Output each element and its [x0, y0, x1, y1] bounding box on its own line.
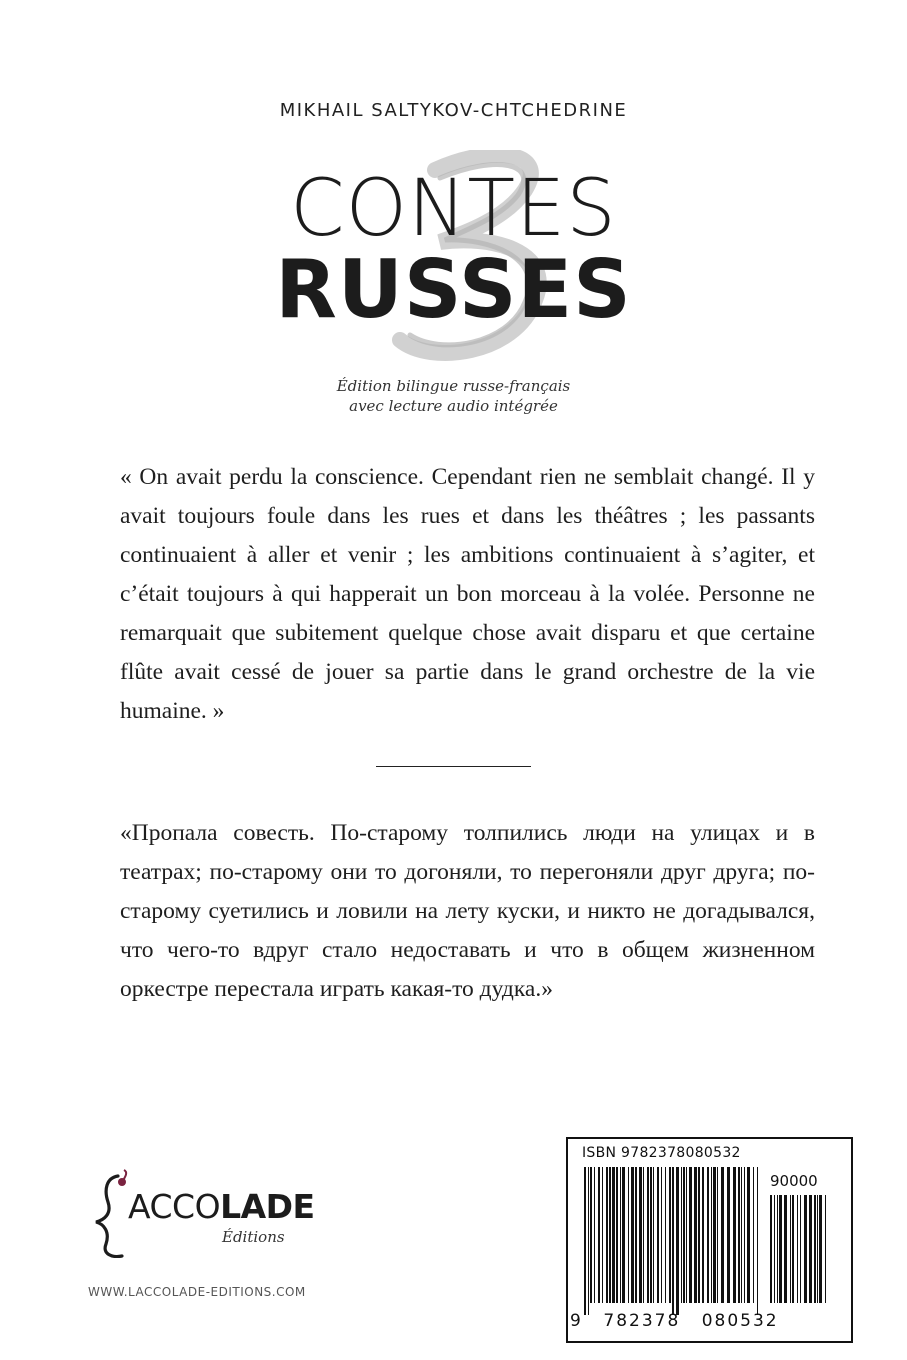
barcode-bar	[590, 1167, 592, 1303]
publisher-name-bold: LADE	[220, 1187, 315, 1226]
barcode-bar	[777, 1195, 778, 1303]
publisher-subtitle: Éditions	[222, 1228, 285, 1246]
barcode-bar	[698, 1167, 700, 1303]
barcode-bar	[669, 1167, 671, 1303]
publisher-logo	[88, 1168, 348, 1268]
barcode-bar	[817, 1195, 818, 1303]
barcode-bar	[647, 1167, 649, 1303]
barcode-bar	[711, 1167, 712, 1303]
barcode-bar	[686, 1167, 687, 1303]
barcode-bar	[681, 1167, 682, 1303]
barcode-bar	[672, 1167, 674, 1315]
barcode-bar	[770, 1195, 772, 1303]
title-line-2: RUSSES	[275, 243, 632, 336]
barcode-bar	[643, 1167, 644, 1303]
barcode-bar	[653, 1167, 654, 1303]
barcode-bar	[689, 1167, 692, 1303]
barcode-bar	[631, 1167, 634, 1303]
barcode-bar	[733, 1167, 736, 1303]
subtitle-line-1: Édition bilingue russe-français	[336, 377, 571, 395]
barcode-bar	[628, 1167, 629, 1303]
barcode-bar	[602, 1167, 603, 1303]
barcode-digit-group-2: 080532	[701, 1311, 779, 1331]
barcode-addon-number: 90000	[770, 1172, 818, 1190]
barcode-bar	[717, 1167, 718, 1303]
barcode-bar	[606, 1167, 608, 1303]
barcode-bar	[713, 1167, 716, 1303]
barcode-bar	[707, 1167, 709, 1303]
barcode-bar	[612, 1167, 615, 1303]
barcode-bar	[584, 1167, 586, 1315]
author-name: MIKHAIL SALTYKOV-CHTCHEDRINE	[279, 100, 628, 121]
barcode-bar	[741, 1167, 742, 1303]
barcode-bars	[584, 1167, 764, 1315]
barcode-bar	[702, 1167, 704, 1303]
barcode-bar	[616, 1167, 618, 1303]
barcode-bar	[609, 1167, 611, 1303]
barcode-bar	[639, 1167, 642, 1303]
barcode-bar	[661, 1167, 662, 1303]
barcode-bar	[594, 1167, 595, 1303]
barcode-bar	[657, 1167, 659, 1303]
barcode-bar	[747, 1167, 750, 1303]
french-quote: « On avait perdu la conscience. Cependant rien ne semblait changé. Il y avait toujours foule dans les rues et dans les théâtres ; les passants continuaient à aller et venir ; les ambitions continuaient à s’agiter, et c’était toujours à qui happerait un bon morceau à la volée. Personne ne remarquait que subitement quelque chose avait disparu et que certaine flûte avait cessé de jouer sa partie dans le grand orchestre de la vie humaine. »	[120, 464, 815, 724]
barcode-bar	[790, 1195, 791, 1303]
barcode-bar	[814, 1195, 816, 1303]
barcode-digits	[570, 1311, 779, 1331]
barcode-bar	[694, 1167, 697, 1303]
barcode-bar	[825, 1195, 826, 1303]
barcode-bar	[797, 1195, 798, 1303]
barcode-digit-group-1: 782378	[603, 1311, 681, 1331]
barcode-digit-first: 9	[570, 1311, 583, 1331]
isbn-label: ISBN 9782378080532	[582, 1145, 741, 1161]
barcode-bar	[650, 1167, 652, 1303]
barcode-bar	[753, 1167, 754, 1303]
barcode-addon-bars	[770, 1195, 832, 1315]
barcode-bar	[721, 1167, 724, 1303]
russian-quote: «Пропала совесть. По-старому толпились люди на улицах и в театрах; по-старому они то догоняли, то перегоняли друг друга; по-старому суетились и ловили на лету куски, и никто не догадывался, что чего-то вдруг стало недоставать и что в общем жизненном оркестре перестала играть какая-то дудка.»	[120, 820, 815, 1002]
barcode-bar	[738, 1167, 740, 1303]
barcode-bar	[635, 1167, 637, 1303]
barcode-bar	[819, 1195, 822, 1303]
barcode-bar	[744, 1167, 745, 1303]
barcode-bar	[727, 1167, 730, 1303]
edition-subtitle	[0, 376, 907, 416]
publisher-name-light: ACCO	[128, 1187, 221, 1226]
barcode-bar	[598, 1167, 600, 1303]
publisher-website: WWW.LACCOLADE-EDITIONS.COM	[88, 1285, 306, 1299]
barcode-bar	[676, 1167, 679, 1315]
barcode-bar	[683, 1167, 685, 1303]
barcode-bar	[757, 1167, 758, 1315]
barcode-bar	[774, 1195, 775, 1303]
barcode-bar	[809, 1195, 812, 1303]
barcode-bar	[800, 1195, 801, 1303]
barcode-bar	[792, 1195, 794, 1303]
barcode-bar	[784, 1195, 787, 1303]
subtitle-line-2: avec lecture audio intégrée	[349, 397, 558, 415]
barcode-bar	[588, 1167, 589, 1315]
quote-separator	[376, 766, 531, 767]
isbn-barcode	[566, 1137, 853, 1343]
barcode-bar	[622, 1167, 625, 1303]
barcode-bar	[665, 1167, 666, 1303]
title-line-1: CONTES	[290, 164, 617, 254]
barcode-bar	[779, 1195, 782, 1303]
publisher-name	[128, 1187, 315, 1226]
barcode-bar	[804, 1195, 807, 1303]
barcode-bar	[620, 1167, 621, 1303]
